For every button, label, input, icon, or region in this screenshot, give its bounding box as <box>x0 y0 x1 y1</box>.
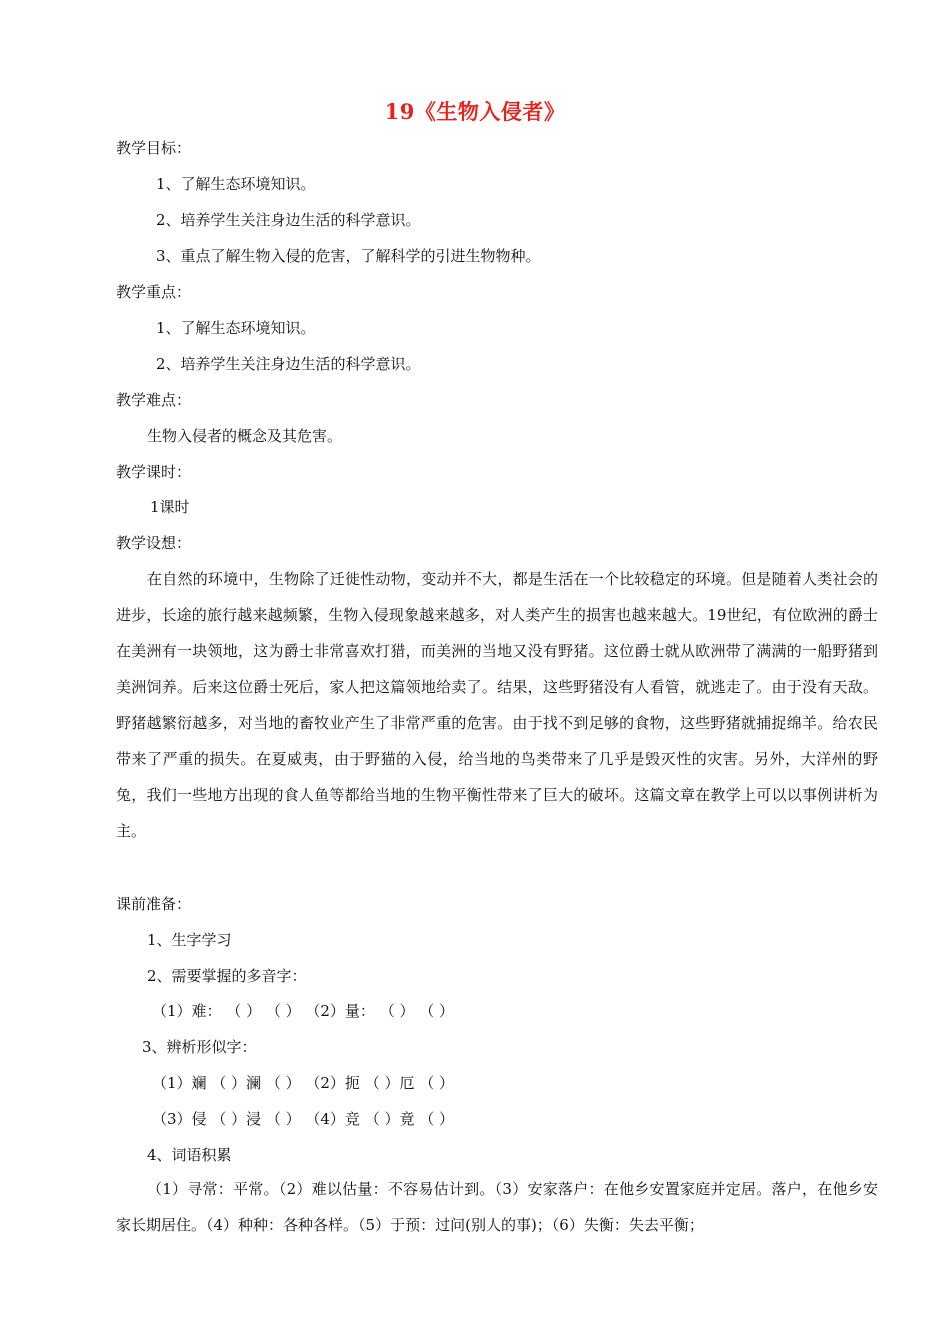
preparation-item: 1、生字学习 <box>147 931 232 949</box>
document-title: 19《生物入侵者》 <box>384 99 566 124</box>
difficulties-text: 生物入侵者的概念及其危害。 <box>147 427 343 445</box>
vocabulary-paragraph: （1）寻常：平常。（2）难以估量：不容易估计到。（3）安家落户：在他乡安置家庭并定居。落户，在他乡安家长期居住。（4）种种：各种各样。（5）于预：过问(别人的事)；（6）失衡：失去平衡； <box>116 1180 878 1234</box>
objective-item: 1、了解生态环境知识。 <box>156 175 316 193</box>
difficulties-heading: 教学难点： <box>116 391 192 409</box>
key-points-heading: 教学重点： <box>116 283 192 301</box>
periods-text: 1课时 <box>150 498 190 516</box>
preparation-item: 2、需要掌握的多音字： <box>147 967 307 985</box>
similar-char-exercise: （3）侵 （ ）浸 （ ） （4）竞 （ ）竟 （ ） <box>152 1110 455 1128</box>
polyphone-exercise: （1）难： （ ） （ ） （2）量： （ ） （ ） <box>152 1002 455 1020</box>
similar-char-exercise: （1）斓 （ ）澜 （ ） （2）扼 （ ）厄 （ ） <box>152 1074 455 1092</box>
key-point-item: 1、了解生态环境知识。 <box>156 319 316 337</box>
objective-item: 3、重点了解生物入侵的危害，了解科学的引进生物物种。 <box>156 247 541 265</box>
periods-heading: 教学课时： <box>116 463 192 481</box>
design-heading: 教学设想： <box>116 534 192 552</box>
design-paragraph: 在自然的环境中，生物除了迁徙性动物，变动并不大，都是生活在一个比较稳定的环境。但是随着人类社会的进步，长途的旅行越来越频繁，生物入侵现象越来越多，对人类产生的损害也越来越大。19世纪，有位欧洲的爵士在美洲有一块领地，这为爵士非常喜欢打猎，而美洲的当地又没有野猪。这位爵士就从欧洲带了满满的一船野猪到美洲饲养。后来这位爵士死后，家人把这篇领地给卖了。结果，这些野猪没有人看管，就逃走了。由于没有天敌。野猪越繁衍越多，对当地的畜牧业产生了非常严重的危害。由于找不到足够的食物，这些野猪就捕捉绵羊。给农民带来了严重的损失。在夏威夷，由于野猫的入侵，给当地的鸟类带来了几乎是毁灭性的灾害。另外，大洋州的野兔，我们一些地方出现的食人鱼等都给当地的生物平衡性带来了巨大的破坏。这篇文章在教学上可以以事例讲析为主。 <box>116 570 878 840</box>
objectives-heading: 教学目标： <box>116 139 192 157</box>
preparation-heading: 课前准备： <box>116 895 192 913</box>
preparation-item: 4、词语积累 <box>147 1146 232 1164</box>
objective-item: 2、培养学生关注身边生活的科学意识。 <box>156 211 421 229</box>
preparation-item: 3、辨析形似字： <box>142 1038 257 1056</box>
key-point-item: 2、培养学生关注身边生活的科学意识。 <box>156 355 421 373</box>
